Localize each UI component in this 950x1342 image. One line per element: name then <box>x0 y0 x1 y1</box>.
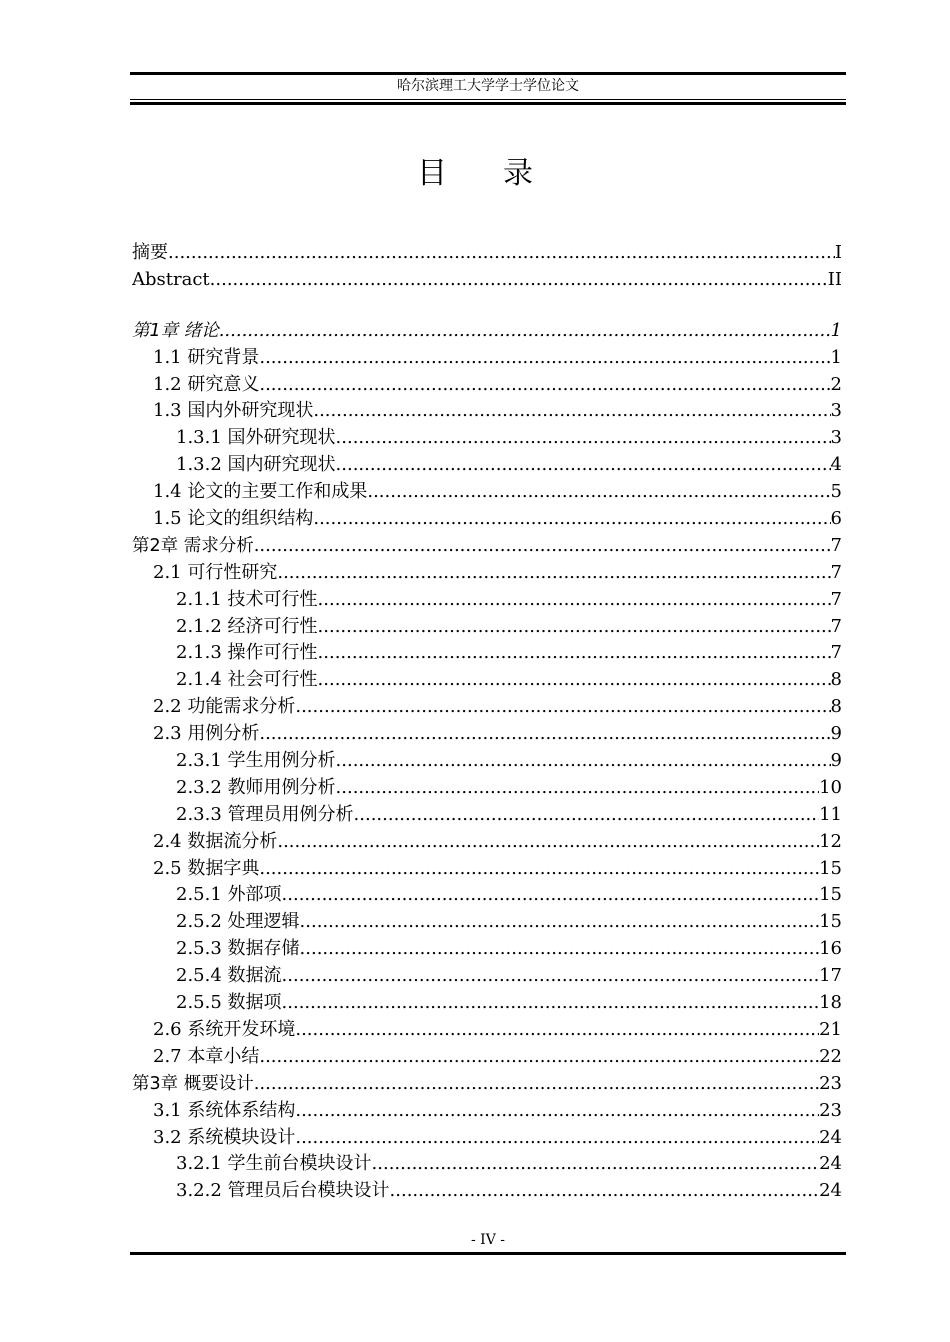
toc-entry-page: 16 <box>819 938 842 960</box>
toc-dot-leader <box>259 856 819 883</box>
toc-entry[interactable] <box>132 748 842 775</box>
toc-entry-label: 第2章 需求分析 <box>132 535 254 556</box>
toc-entry-label: Abstract <box>132 268 210 290</box>
toc-entry-label: 2.3.1 学生用例分析 <box>176 750 336 772</box>
toc-entry[interactable] <box>132 506 842 533</box>
toc-entry[interactable] <box>132 1098 842 1125</box>
toc-dot-leader <box>295 1098 819 1125</box>
toc-entry-page: 24 <box>819 1180 842 1202</box>
toc-entry-label: 2.7 本章小结 <box>153 1045 260 1067</box>
toc-dot-leader <box>367 479 830 506</box>
toc-dot-leader <box>372 1151 820 1178</box>
toc-entry-label: 第3章 概要设计 <box>132 1073 254 1094</box>
toc-entry[interactable] <box>132 614 842 641</box>
toc-entry[interactable] <box>132 1044 842 1071</box>
toc-entry[interactable] <box>132 345 842 372</box>
toc-dot-leader <box>210 267 828 294</box>
toc-entry[interactable] <box>132 479 842 506</box>
toc-dot-leader <box>318 640 831 667</box>
toc-entry-page: 5 <box>830 481 842 503</box>
toc-dot-leader <box>318 614 831 641</box>
toc-dot-leader <box>282 882 820 909</box>
toc-entry-page: 23 <box>819 1099 842 1121</box>
toc-entry[interactable] <box>132 909 842 936</box>
toc-entry[interactable] <box>132 372 842 399</box>
toc-dot-leader <box>336 425 831 452</box>
toc-dot-leader <box>254 533 831 560</box>
toc-entry-page: 3 <box>830 400 842 422</box>
toc-dot-leader <box>219 318 831 345</box>
footer-rule <box>130 1252 846 1255</box>
toc-dot-leader <box>354 802 820 829</box>
toc-entry-label: 2.5.1 外部项 <box>176 884 282 906</box>
toc-entry[interactable] <box>132 425 842 452</box>
toc-entry[interactable] <box>132 1178 842 1205</box>
toc-dot-leader <box>295 1017 819 1044</box>
toc-entry-page: 7 <box>830 615 842 637</box>
toc-dot-leader <box>295 694 830 721</box>
toc-entry[interactable] <box>132 240 842 267</box>
toc-entry[interactable] <box>132 1017 842 1044</box>
toc-entry[interactable] <box>132 560 842 587</box>
toc-entry-page: 18 <box>819 992 842 1014</box>
toc-entry-page: 11 <box>819 803 842 825</box>
page-title: 目录 <box>417 156 589 191</box>
toc-dot-leader <box>254 1071 819 1098</box>
toc-dot-leader <box>277 560 830 587</box>
toc-entry[interactable] <box>132 856 842 883</box>
toc-dot-leader <box>277 829 819 856</box>
toc-entry-label: 2.2 功能需求分析 <box>153 696 296 718</box>
header-rule-thick <box>130 102 846 105</box>
toc-entry-label: 1.3.2 国内研究现状 <box>176 454 336 476</box>
toc-entry-page: 7 <box>830 561 842 583</box>
toc-entry-label: 2.5.3 数据存储 <box>176 938 300 960</box>
toc-entry[interactable] <box>132 1125 842 1152</box>
toc-entry-label: 2.1.4 社会可行性 <box>176 669 318 691</box>
toc-dot-leader <box>300 909 820 936</box>
toc-entry-label: 1.3 国内外研究现状 <box>153 400 314 422</box>
toc-entry-label: 2.1.2 经济可行性 <box>176 615 318 637</box>
toc-entry-page: 7 <box>830 642 842 664</box>
toc-entry[interactable] <box>132 936 842 963</box>
toc-entry-page: 1 <box>830 346 842 368</box>
header-rule-thin <box>130 99 846 100</box>
toc-entry-label: 2.5.5 数据项 <box>176 992 282 1014</box>
toc-entry-page: 15 <box>819 857 842 879</box>
toc-entry[interactable] <box>132 1071 842 1098</box>
page-footer <box>130 1228 846 1255</box>
toc-dot-leader <box>300 936 820 963</box>
toc-entry-page: 23 <box>819 1072 842 1094</box>
toc-entry-page: 24 <box>819 1126 842 1148</box>
toc-entry-label: 2.3 用例分析 <box>153 723 260 745</box>
toc-entry-label: 2.3.2 教师用例分析 <box>176 776 336 798</box>
toc-entry-page: 9 <box>830 723 842 745</box>
toc-entry[interactable] <box>132 1151 842 1178</box>
toc-entry[interactable] <box>132 533 842 560</box>
toc-entry-label: 2.1.1 技术可行性 <box>176 588 318 610</box>
toc-dot-leader <box>336 748 831 775</box>
toc-dot-leader <box>259 372 830 399</box>
toc-entry-label: 第1章 绪论 <box>132 320 219 341</box>
toc-entry[interactable] <box>132 775 842 802</box>
toc-dot-leader <box>336 452 831 479</box>
toc-entry-page: 22 <box>819 1045 842 1067</box>
toc-entry[interactable] <box>132 640 842 667</box>
toc-entry-label: 1.3.1 国外研究现状 <box>176 427 336 449</box>
toc-entry-page: 15 <box>819 884 842 906</box>
toc-entry-label: 3.2 系统模块设计 <box>153 1126 296 1148</box>
toc-entry[interactable] <box>132 587 842 614</box>
toc-entry-label: 2.1 可行性研究 <box>153 561 278 583</box>
toc-dot-leader <box>390 1178 820 1205</box>
toc-entry-label: 2.5.4 数据流 <box>176 965 282 987</box>
toc-entry-label: 1.5 论文的组织结构 <box>153 508 314 530</box>
toc-entry-label: 2.3.3 管理员用例分析 <box>176 803 354 825</box>
toc-entry-label: 2.5 数据字典 <box>153 857 260 879</box>
toc-entry-label: 3.2.2 管理员后台模块设计 <box>176 1180 390 1202</box>
toc-entry[interactable] <box>132 963 842 990</box>
toc-entry[interactable] <box>132 267 842 294</box>
toc-entry-page: 10 <box>819 776 842 798</box>
toc-dot-leader <box>318 667 831 694</box>
toc-entry-label: 3.2.1 学生前台模块设计 <box>176 1153 372 1175</box>
toc-dot-leader <box>313 506 830 533</box>
toc-entry-label: 1.1 研究背景 <box>153 346 260 368</box>
table-of-contents <box>132 240 842 1205</box>
toc-entry-page: 1 <box>830 319 842 341</box>
toc-entry[interactable] <box>132 802 842 829</box>
toc-dot-leader <box>168 240 835 267</box>
toc-entry[interactable] <box>132 667 842 694</box>
toc-entry-page: 8 <box>830 696 842 718</box>
toc-dot-leader <box>259 721 830 748</box>
toc-entry-page: 2 <box>830 373 842 395</box>
toc-entry-page: 9 <box>830 750 842 772</box>
toc-entry-label: 1.4 论文的主要工作和成果 <box>153 481 368 503</box>
toc-entry-label: 2.4 数据流分析 <box>153 830 278 852</box>
toc-entry-label: 3.1 系统体系结构 <box>153 1099 296 1121</box>
toc-dot-leader <box>295 1125 819 1152</box>
toc-entry-label: 1.2 研究意义 <box>153 373 260 395</box>
toc-dot-leader <box>282 990 820 1017</box>
toc-entry-page: 15 <box>819 911 842 933</box>
toc-entry-label: 2.1.3 操作可行性 <box>176 642 318 664</box>
toc-dot-leader <box>259 1044 819 1071</box>
toc-entry-page: 12 <box>819 830 842 852</box>
toc-entry-label: 2.6 系统开发环境 <box>153 1018 296 1040</box>
toc-dot-leader <box>313 398 830 425</box>
toc-entry-page: 21 <box>819 1018 842 1040</box>
toc-entry-page: 17 <box>819 965 842 987</box>
page-number: - IV - <box>470 1232 505 1248</box>
toc-dot-leader <box>318 587 831 614</box>
header-title: 哈尔滨理工大学学士学位论文 <box>397 78 579 94</box>
toc-entry[interactable] <box>132 452 842 479</box>
toc-entry-label: 2.5.2 处理逻辑 <box>176 911 300 933</box>
toc-entry-page: 6 <box>830 508 842 530</box>
toc-entry-page: 4 <box>830 454 842 476</box>
toc-dot-leader <box>259 345 830 372</box>
toc-entry-label: 摘要 <box>132 242 168 263</box>
toc-entry-page: 24 <box>819 1153 842 1175</box>
toc-entry[interactable] <box>132 882 842 909</box>
toc-entry-page: 7 <box>830 588 842 610</box>
toc-entry-page: II <box>827 268 842 290</box>
page-header <box>130 72 846 105</box>
toc-entry-page: 3 <box>830 427 842 449</box>
toc-dot-leader <box>336 775 820 802</box>
toc-entry-page: 7 <box>830 534 842 556</box>
toc-entry[interactable] <box>132 990 842 1017</box>
toc-entry-page: 8 <box>830 669 842 691</box>
toc-entry[interactable] <box>132 721 842 748</box>
toc-entry[interactable] <box>132 829 842 856</box>
toc-entry[interactable] <box>132 694 842 721</box>
toc-dot-leader <box>282 963 820 990</box>
toc-entry[interactable] <box>132 398 842 425</box>
toc-entry[interactable] <box>132 318 842 345</box>
toc-entry-page: I <box>834 242 842 263</box>
